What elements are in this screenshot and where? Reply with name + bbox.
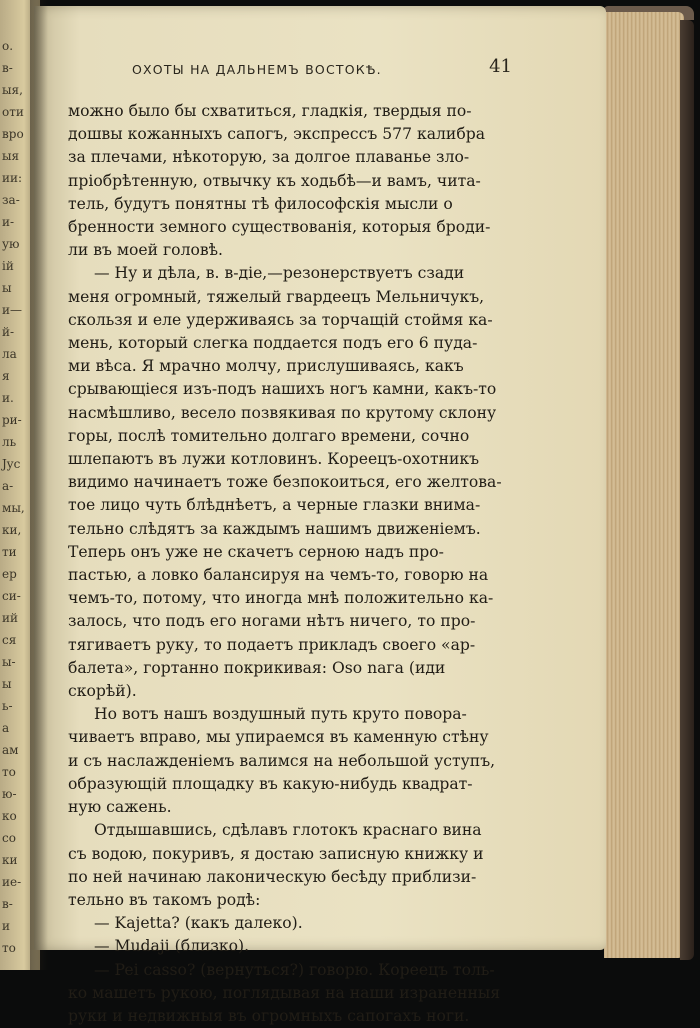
left-page-fragment: ри-: [2, 413, 22, 427]
left-page-fragment: ся: [2, 633, 17, 647]
text-line: тое лицо чуть блѣднѣетъ, а черные глазки внима-: [68, 496, 481, 515]
text-line: ко машетъ рукою, поглядывая на наши израненныя: [68, 983, 501, 1002]
left-page-fragment: я: [2, 369, 10, 383]
left-page-fragment: вро: [2, 127, 24, 141]
text-line: дошвы кожанныхъ сапогъ, экспрессъ 577 калибра: [68, 125, 485, 144]
running-title: ОХОТЫ НА ДАЛЬНЕМЪ ВОСТОКѢ.: [132, 62, 382, 77]
left-page-fragment: ие-: [2, 875, 22, 889]
page-number: 41: [489, 56, 512, 77]
left-page-fragment: в-: [2, 897, 13, 911]
page-gutter-shadow: [30, 0, 48, 970]
text-line: тель, будутъ понятны тѣ философскія мысли о: [68, 194, 453, 213]
text-line: меня огромный, тяжелый гвардеецъ Мельничукъ,: [68, 287, 485, 306]
left-page-fragment: то: [2, 941, 16, 955]
left-page-fragment: то: [2, 765, 16, 779]
left-page-fragment: ии:: [2, 171, 23, 185]
text-line: за плечами, нѣкоторую, за долгое плаванье зло-: [68, 148, 470, 167]
left-page-fragment: ы: [2, 281, 12, 295]
text-line: скользя и еле удерживаясь за торчащій стоймя ка-: [68, 310, 493, 329]
left-page-fragment: ь-: [2, 699, 13, 713]
left-page-fragment: ки,: [2, 523, 22, 537]
left-page-fragment: ій: [2, 259, 14, 273]
page-block-edge: [604, 12, 684, 958]
text-line: горы, послѣ томительно долгаго времени, сочно: [68, 426, 470, 445]
text-line: шлепаютъ въ лужи котловинъ. Кореецъ-охотникъ: [68, 450, 480, 469]
left-page-fragment: ы-: [2, 655, 16, 669]
text-line: Теперь онъ уже не скачетъ серною надъ про-: [68, 542, 444, 561]
text-line: тельно въ такомъ родѣ:: [68, 890, 261, 909]
text-line: ми вѣса. Я мрачно молчу, прислушиваясь, какъ: [68, 357, 464, 376]
left-page-fragment: со: [2, 831, 16, 845]
left-page-fragment: мы,: [2, 501, 25, 515]
left-page-fragment: и: [2, 919, 10, 933]
left-page-fragment: ю-: [2, 787, 17, 801]
text-line: пастью, а ловко балансируя на чемъ-то, говорю на: [68, 566, 489, 585]
page-header: [66, 56, 512, 82]
text-line: Но вотъ нашъ воздушный путь круто повора-: [94, 705, 467, 724]
text-line: чиваетъ вправо, мы упираемся въ каменную стѣну: [68, 728, 489, 747]
book-page: [34, 6, 606, 1025]
text-line: пріобрѣтенную, отвычку къ ходьбѣ—и вамъ, чита-: [68, 171, 481, 190]
left-page-fragment: ки: [2, 853, 18, 867]
left-page-fragment: о.: [2, 39, 14, 53]
text-line: можно было бы схватиться, гладкія, твердыя по-: [68, 102, 472, 120]
left-page-fragment: ыя: [2, 149, 20, 163]
text-line: по ней начинаю лаконическую бесѣду приблизи-: [68, 867, 477, 886]
left-page-fragment: ий: [2, 611, 18, 625]
left-page-fragment: ла: [2, 347, 17, 361]
left-page-fragment: и—: [2, 303, 22, 317]
text-line: — Mudaji (близко).: [94, 937, 250, 956]
text-line: видимо начинаетъ тоже безпокоиться, его желтова-: [68, 473, 502, 492]
text-line: бренности земного существованія, которыя броди-: [68, 218, 491, 237]
text-line: съ водою, покуривъ, я достаю записную книжку и: [68, 844, 484, 863]
text-line: Отдышавшись, сдѣлавъ глотокъ краснаго вина: [94, 821, 482, 840]
left-page-fragment: за-: [2, 193, 20, 207]
left-page-fragment: ти: [2, 545, 17, 559]
left-page-fragment: си-: [2, 589, 21, 603]
left-page-fragment: ер: [2, 567, 17, 581]
text-line: скорѣй).: [68, 682, 137, 701]
text-line: срывающіеся изъ-подъ нашихъ ногъ камни, какъ-то: [68, 380, 497, 399]
left-page-fragment: ыя,: [2, 83, 23, 97]
left-page-fragment: и.: [2, 391, 14, 405]
text-line: — Kajetta? (какъ далеко).: [94, 914, 303, 933]
text-line: чемъ-то, потому, что иногда мнѣ положительно ка-: [68, 589, 494, 608]
text-line: насмѣшливо, весело позвякивая по крутому склону: [68, 403, 497, 422]
left-page-fragment: ко: [2, 809, 17, 823]
text-line: мень, который слегка поддается подъ его 6 пуда-: [68, 334, 478, 353]
text-line: тельно слѣдятъ за каждымъ нашимъ движеніемъ.: [68, 519, 481, 538]
text-line: — Pei casso? (вернуться?) говорю. Кореецъ толь-: [94, 960, 495, 979]
text-line: и съ наслажденіемъ валимся на небольшой уступъ,: [68, 751, 496, 770]
left-page-fragment: ую: [2, 237, 20, 251]
left-page-fragment: оти: [2, 105, 24, 119]
left-page-fragment: й-: [2, 325, 15, 339]
text-line: залось, что подъ его ногами нѣтъ ничего, то про-: [68, 612, 476, 631]
text-line: образующій площадку въ какую-нибудь квадрат-: [68, 774, 473, 793]
text-line: руки и недвижныя въ огромныхъ сапогахъ ноги.: [68, 1006, 470, 1025]
text-line: ли въ моей головѣ.: [68, 241, 224, 260]
text-line: ную сажень.: [68, 798, 172, 817]
text-line: тягиваетъ руку, то подаетъ прикладъ своего «ар-: [68, 635, 476, 654]
left-page-fragment: aм: [2, 743, 19, 757]
left-page-fragment: ы: [2, 677, 12, 691]
text-line: балета», гортанно покрикивая: Oso naга (иди: [68, 658, 446, 677]
book-cover-spine: [680, 20, 694, 960]
left-page-fragment: a: [2, 721, 10, 735]
left-page-fragment: в-: [2, 61, 13, 75]
text-line: — Ну и дѣла, в. в-діе,—резонерствуетъ сзади: [94, 264, 465, 283]
page-body-text: [68, 100, 536, 1028]
left-page-fragment: ль: [2, 435, 17, 449]
left-page-fragment: и-: [2, 215, 15, 229]
left-page-fragment: Jyc: [2, 457, 21, 471]
left-page-fragment: а-: [2, 479, 14, 493]
